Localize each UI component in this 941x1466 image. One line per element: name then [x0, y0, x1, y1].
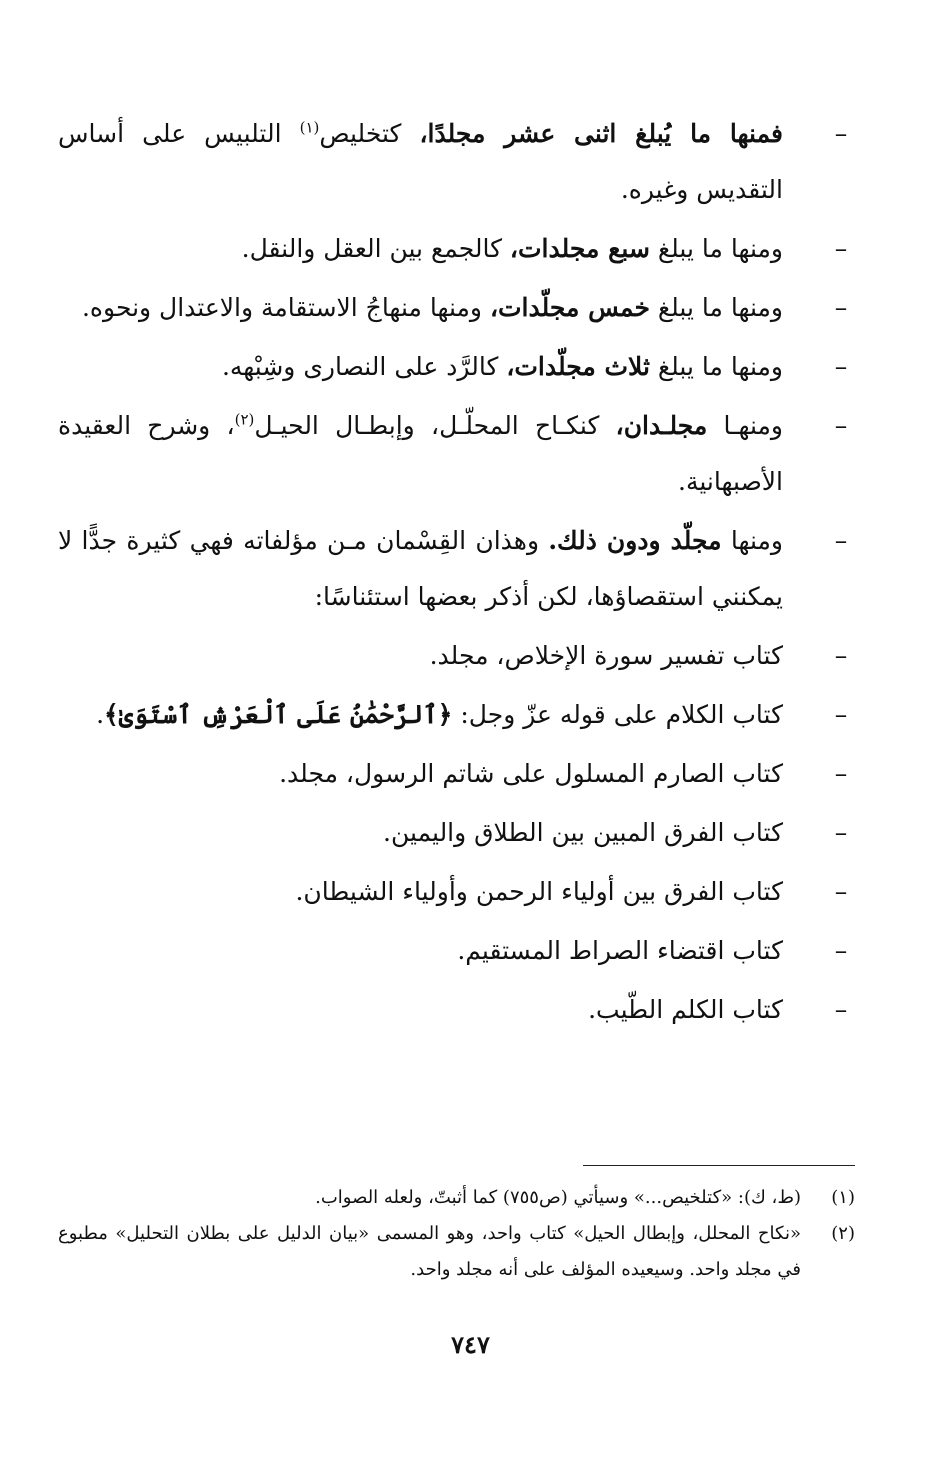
page-number: ٧٤٧	[451, 1330, 490, 1359]
list-item	[58, 628, 851, 684]
item-text: كنكـاح المحلّـل، وإبطـال الحيـل	[254, 411, 616, 440]
item-bold-text: فمنها ما يُبلغ اثنى عشر مجلدًا،	[419, 119, 783, 148]
item-text: كتاب الكلم الطّيب.	[588, 995, 783, 1024]
dash-marker: –	[834, 411, 848, 440]
footnote-divider	[583, 1165, 855, 1166]
list-item	[58, 687, 851, 743]
item-text: كتاب الفرق المبين بين الطلاق واليمين.	[383, 818, 783, 847]
item-text: التلبيس على أساس التقديس وغيره.	[58, 119, 783, 204]
list-item	[58, 280, 851, 336]
dash-marker: –	[834, 526, 848, 555]
list-item	[58, 513, 851, 625]
footnote-text: (ط، ك): «كتلخيص...» وسيأتي (ص٧٥٥) كما أثبتّ، ولعله الصواب.	[315, 1187, 801, 1208]
list-item	[58, 805, 851, 861]
item-bold-text: سبع مجلدات،	[509, 234, 650, 263]
item-bold-text: ثلاث مجلّدات،	[506, 352, 650, 381]
list-item	[58, 746, 851, 802]
item-bold-text: مجلّد ودون ذلك.	[548, 526, 722, 555]
item-text: كالجمع بين العقل والنقل.	[241, 234, 510, 263]
list-item	[58, 982, 851, 1038]
item-text: ومنها ما يبلغ	[649, 293, 783, 322]
item-text: كتخليص	[319, 119, 420, 148]
footnote-ref[interactable]: (١)	[299, 118, 320, 137]
item-text: كالرَّد على النصارى وشِبْهه.	[221, 352, 507, 381]
list-item	[58, 106, 851, 218]
dash-marker: –	[834, 700, 848, 729]
item-text: ومنها	[721, 526, 783, 555]
dash-marker: –	[834, 759, 848, 788]
footnote-number: (٢)	[831, 1223, 855, 1244]
dash-marker: –	[834, 877, 848, 906]
list-item	[58, 339, 851, 395]
item-text: كتاب الصارم المسلول على شاتم الرسول، مجلد.	[279, 759, 783, 788]
dash-marker: –	[834, 995, 848, 1024]
item-text: .	[96, 700, 105, 729]
item-list	[58, 106, 851, 1041]
list-item	[58, 221, 851, 277]
dash-marker: –	[834, 293, 848, 322]
dash-marker: –	[834, 641, 848, 670]
footnote	[58, 1180, 855, 1216]
item-text: وهذان القِسْمان مـن مؤلفاته فهي كثيرة جدًّا لا يمكنني استقصاؤها، لكن أذكر بعضها استئناسًا:	[58, 526, 783, 611]
item-text: كتاب تفسير سورة الإخلاص، مجلد.	[429, 641, 783, 670]
footnotes	[58, 1180, 855, 1288]
dash-marker: –	[834, 234, 848, 263]
footnote-ref[interactable]: (٢)	[234, 410, 255, 429]
item-text: ومنهـا	[707, 411, 784, 440]
item-text: كتاب اقتضاء الصراط المستقيم.	[457, 936, 783, 965]
item-text: كتاب الفرق بين أولياء الرحمن وأولياء الشيطان.	[295, 877, 783, 906]
item-bold-text: مجلـدان،	[615, 411, 708, 440]
list-item	[58, 923, 851, 979]
item-text: كتاب الكلام على قوله عزّ وجل:	[452, 700, 783, 729]
item-text: ، وشرح العقيدة الأصبهانية.	[58, 411, 783, 496]
dash-marker: –	[834, 936, 848, 965]
quran-verse: ﴿ٱلرَّحْمَٰنُ عَلَى ٱلْعَرْشِ ٱسْتَوَىٰ﴾	[104, 700, 453, 729]
list-item	[58, 864, 851, 920]
footnote	[58, 1216, 855, 1288]
item-text: ومنها ما يبلغ	[649, 352, 783, 381]
item-bold-text: خمس مجلّدات،	[489, 293, 650, 322]
dash-marker: –	[834, 818, 848, 847]
item-text: ومنها ما يبلغ	[649, 234, 783, 263]
dash-marker: –	[834, 352, 848, 381]
footnote-text: «نكاح المحلل، وإبطال الحيل» كتاب واحد، وهو المسمى «بيان الدليل على بطلان التحليل» مطبوع في مجلد واحد. وسيعيده المؤلف على أنه مجلد واحد.	[58, 1223, 801, 1280]
list-item	[58, 398, 851, 510]
dash-marker: –	[834, 119, 848, 148]
item-text: ومنها منهاجُ الاستقامة والاعتدال ونحوه.	[81, 293, 490, 322]
footnote-number: (١)	[831, 1187, 855, 1208]
